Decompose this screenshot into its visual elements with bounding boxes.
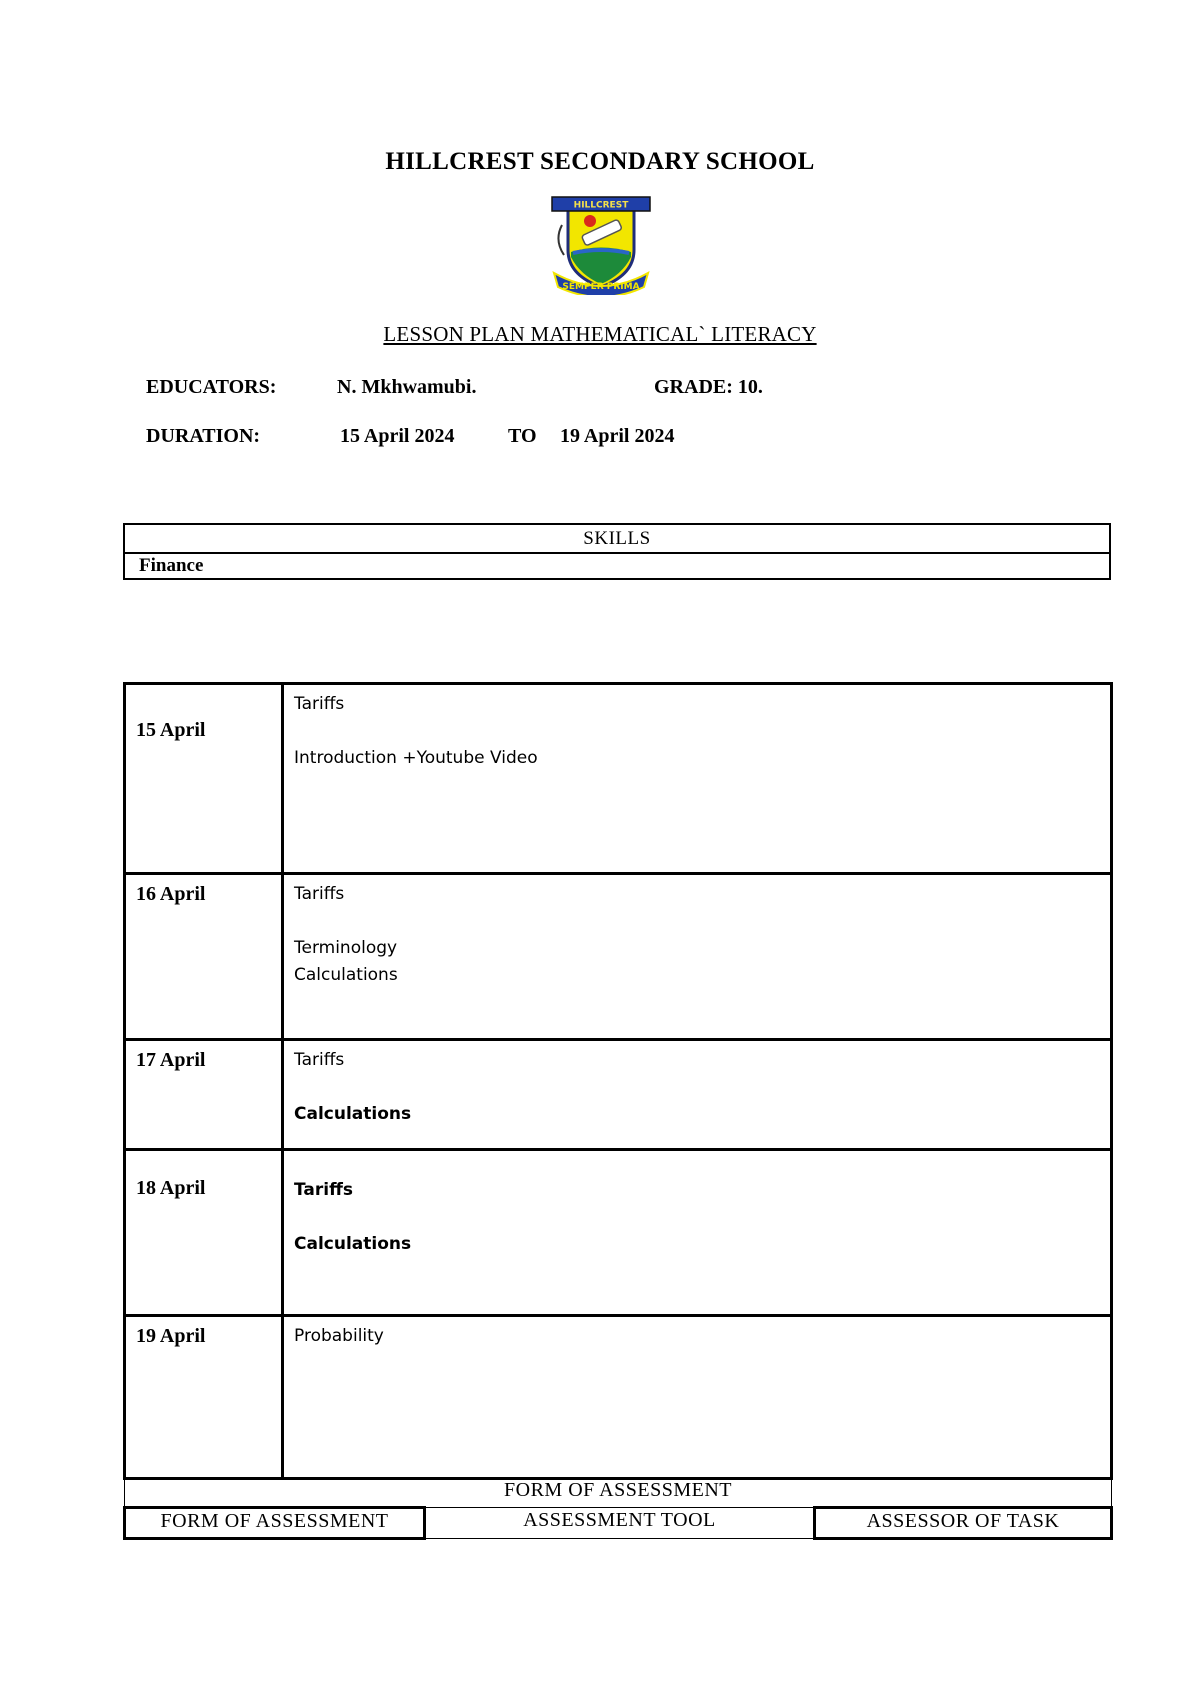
skills-table [123,523,1111,579]
skills-header: SKILLS [124,524,1110,553]
schedule-date: 17 April [125,1040,283,1150]
grade-label: GRADE: 10. [654,376,763,398]
schedule-content [283,1316,1112,1479]
topic-line: Calculations [294,965,398,985]
topic-line: Introduction +Youtube Video [294,748,538,768]
schedule-date: 18 April [125,1150,283,1316]
school-name: HILLCREST SECONDARY SCHOOL [385,148,815,175]
crest-banner-text: HILLCREST [573,200,629,211]
educators-value: N. Mkhwamubi. [337,376,477,398]
topic-line: Terminology [294,938,398,958]
topic-line: Calculations [294,1104,412,1124]
assessment-column-tool: ASSESSMENT TOOL [425,1508,815,1539]
school-crest-logo [540,195,662,295]
schedule-content [283,1040,1112,1150]
schedule-row [125,1040,1112,1150]
assessment-column-assessor: ASSESSOR OF TASK [815,1508,1112,1539]
topic-line: Tariffs [294,1050,345,1070]
assessment-column-form: FORM OF ASSESSMENT [125,1508,425,1539]
schedule-content [283,874,1112,1040]
schedule-date: 15 April [125,684,283,874]
schedule-date: 19 April [125,1316,283,1479]
schedule-content [283,1150,1112,1316]
schedule-row [125,684,1112,874]
schedule-row [125,1150,1112,1316]
lesson-plan-title: LESSON PLAN MATHEMATICAL` LITERACY [383,322,817,346]
topic-line: Calculations [294,1234,412,1254]
educators-label: EDUCATORS: [146,376,277,398]
crest-motto: SEMPER PRIMA [562,282,640,292]
assessment-header: FORM OF ASSESSMENT [125,1478,1112,1508]
schedule-date: 16 April [125,874,283,1040]
duration-from: 15 April 2024 [340,425,455,447]
schedule-row [125,1316,1112,1479]
schedule-row [125,874,1112,1040]
topic-line: Tariffs [294,884,345,904]
topic-line: Probability [294,1326,384,1346]
skills-value: Finance [124,553,1110,579]
topic-line: Tariffs [294,694,345,714]
topic-line: Tariffs [294,1180,353,1200]
duration-to: 19 April 2024 [560,425,675,447]
duration-to-label: TO [508,425,537,447]
duration-label: DURATION: [146,425,261,447]
lesson-schedule-table [123,682,1113,1540]
schedule-content [283,684,1112,874]
